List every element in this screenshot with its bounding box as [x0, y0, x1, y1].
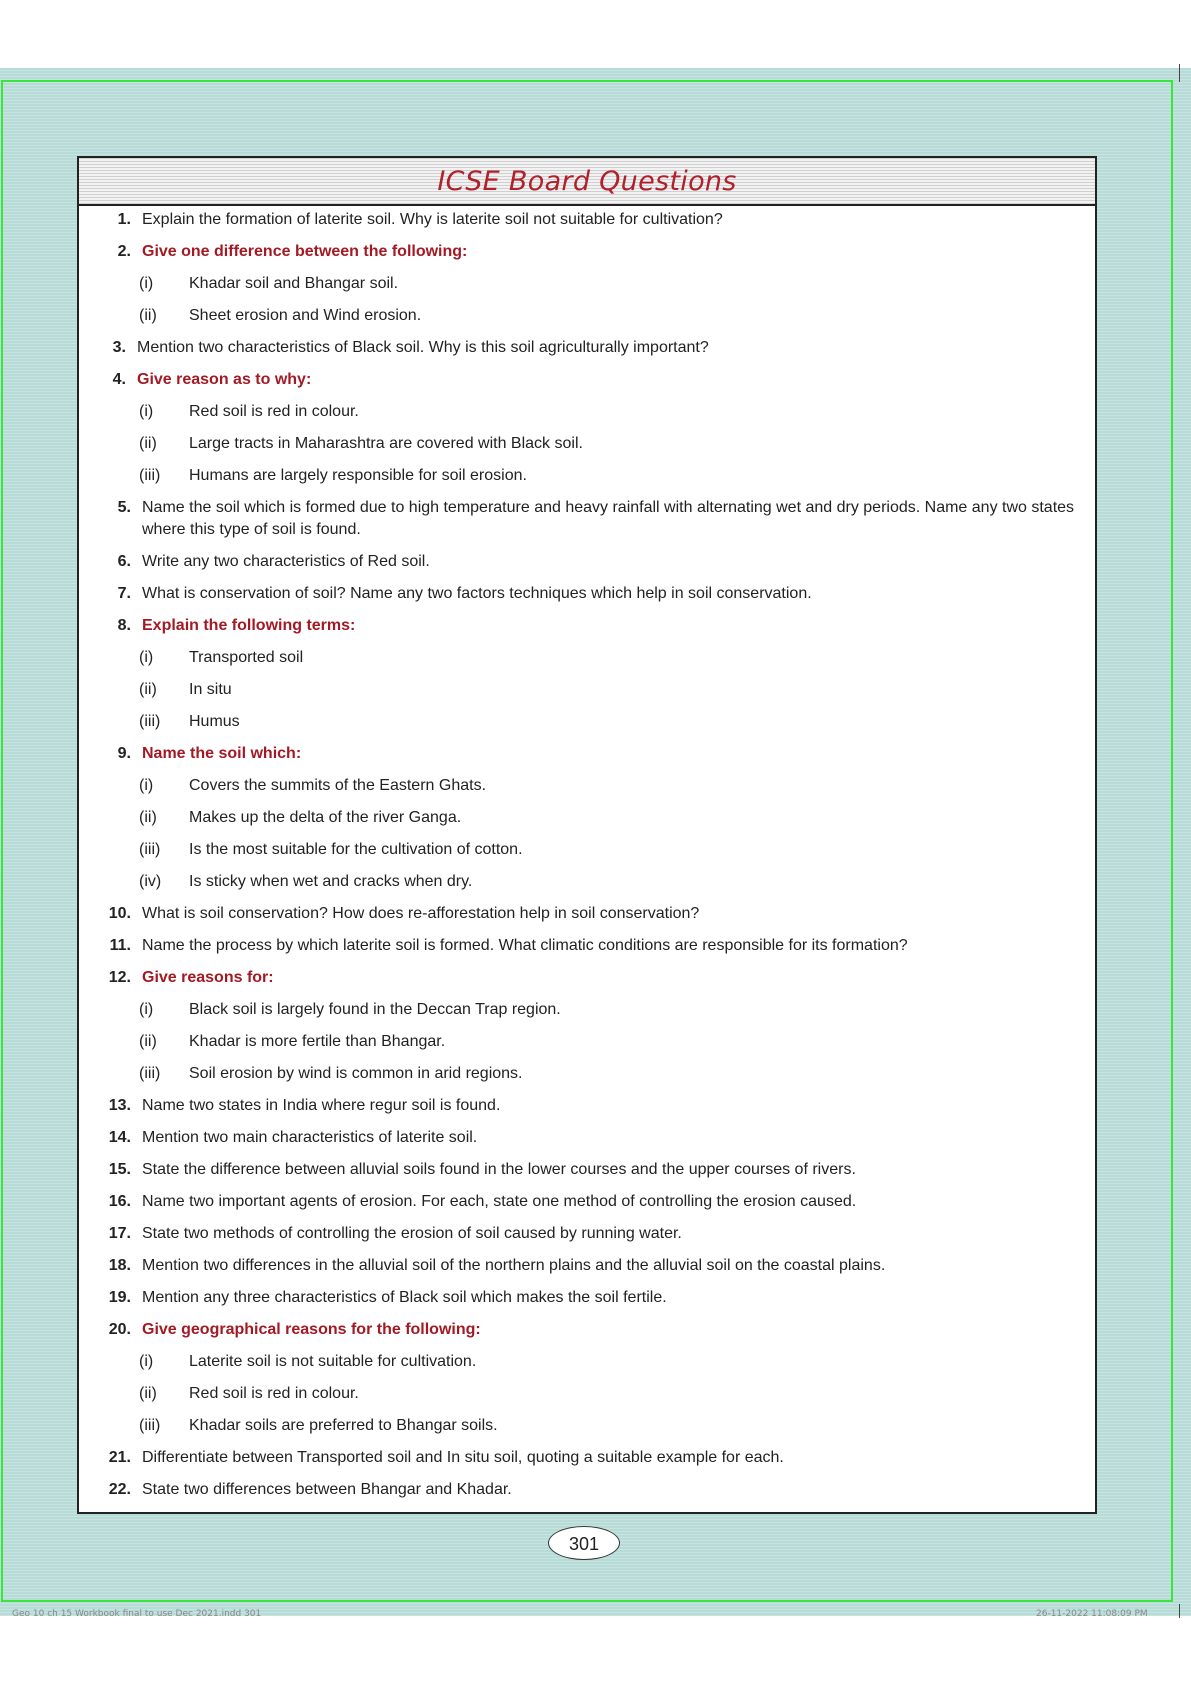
sub-question-text: Laterite soil is not suitable for cultivation.	[189, 1353, 477, 1370]
sub-question-number: (ii)	[139, 435, 157, 452]
sub-question-text: Soil erosion by wind is common in arid regions.	[189, 1065, 523, 1082]
sub-question-number: (i)	[139, 777, 154, 794]
sub-question-item	[79, 433, 1095, 455]
question-number: 7.	[117, 585, 131, 602]
question-number: 4.	[112, 371, 126, 388]
sub-question-text: Makes up the delta of the river Ganga.	[189, 809, 462, 826]
sub-question-item	[79, 1063, 1095, 1085]
sub-question-number: (iii)	[139, 1417, 161, 1434]
question-number: 14.	[108, 1129, 131, 1146]
sub-question-item	[79, 1383, 1095, 1405]
question-text: State two differences between Bhangar and Khadar.	[142, 1481, 512, 1498]
sub-question-text: Humans are largely responsible for soil erosion.	[189, 467, 527, 484]
page-number: 301	[548, 1526, 620, 1560]
question-number: 22.	[108, 1481, 131, 1498]
question-item	[79, 551, 1095, 573]
sub-question-item	[79, 1351, 1095, 1373]
question-list	[79, 206, 1095, 1511]
question-text: State two methods of controlling the erosion of soil caused by running water.	[142, 1225, 682, 1242]
question-text: State the difference between alluvial soils found in the lower courses and the upper courses of rivers.	[142, 1161, 856, 1178]
sub-question-text: Large tracts in Maharashtra are covered with Black soil.	[189, 435, 583, 452]
sub-question-text: Is sticky when wet and cracks when dry.	[189, 873, 473, 890]
question-item	[79, 337, 1095, 359]
question-text: Explain the formation of laterite soil. Why is laterite soil not suitable for cultivation?	[142, 211, 723, 228]
crop-mark-bottom-right	[1179, 1604, 1180, 1618]
sub-question-item	[79, 775, 1095, 797]
sub-question-item	[79, 999, 1095, 1021]
sub-question-item	[79, 273, 1095, 295]
footer-file-slug: Geo 10 ch 15 Workbook final to use Dec 2021.indd 301	[12, 1609, 262, 1619]
question-item	[79, 1159, 1095, 1181]
sub-question-item	[79, 679, 1095, 701]
sub-question-number: (ii)	[139, 307, 157, 324]
question-item	[79, 967, 1095, 989]
sub-question-number: (ii)	[139, 681, 157, 698]
question-item	[79, 583, 1095, 605]
sub-question-item	[79, 839, 1095, 861]
sub-question-item	[79, 807, 1095, 829]
sub-question-item	[79, 711, 1095, 733]
question-number: 17.	[108, 1225, 131, 1242]
sub-question-item	[79, 401, 1095, 423]
sub-question-text: Transported soil	[189, 649, 304, 666]
footer-timestamp: 26-11-2022 11:08:09 PM	[1036, 1609, 1148, 1619]
question-heading: Give reason as to why:	[137, 371, 312, 388]
question-heading: Name the soil which:	[142, 745, 302, 762]
question-item	[79, 497, 1095, 541]
question-number: 15.	[108, 1161, 131, 1178]
page-title: ICSE Board Questions	[437, 166, 737, 197]
question-heading: Give one difference between the following:	[142, 243, 468, 260]
sub-question-number: (i)	[139, 1001, 154, 1018]
sub-question-text: Khadar soil and Bhangar soil.	[189, 275, 399, 292]
question-number: 1.	[117, 211, 131, 228]
question-text: Name the soil which is formed due to high temperature and heavy rainfall with alternating wet and dry periods. Name any two states where this type of soil is found.	[142, 499, 1075, 538]
sub-question-item	[79, 465, 1095, 487]
question-text: Write any two characteristics of Red soil.	[142, 553, 430, 570]
question-text: What is soil conservation? How does re-afforestation help in soil conservation?	[142, 905, 700, 922]
questions-box	[77, 156, 1097, 1514]
sub-question-text: Covers the summits of the Eastern Ghats.	[189, 777, 487, 794]
question-heading: Explain the following terms:	[142, 617, 356, 634]
crop-mark-top-right	[1179, 64, 1180, 82]
question-number: 18.	[108, 1257, 131, 1274]
question-text: Name two important agents of erosion. For each, state one method of controlling the erosion caused.	[142, 1193, 857, 1210]
question-text: Name two states in India where regur soil is found.	[142, 1097, 501, 1114]
sub-question-item	[79, 871, 1095, 893]
sub-question-text: Sheet erosion and Wind erosion.	[189, 307, 422, 324]
question-heading: Give reasons for:	[142, 969, 274, 986]
question-item	[79, 1479, 1095, 1501]
question-number: 11.	[109, 937, 131, 954]
question-text: Mention any three characteristics of Black soil which makes the soil fertile.	[142, 1289, 667, 1306]
question-item	[79, 1255, 1095, 1277]
question-number: 21.	[108, 1449, 131, 1466]
question-item	[79, 935, 1095, 957]
question-text: Mention two main characteristics of laterite soil.	[142, 1129, 478, 1146]
sub-question-item	[79, 647, 1095, 669]
sub-question-number: (iii)	[139, 1065, 161, 1082]
sub-question-number: (i)	[139, 275, 154, 292]
question-text: Name the process by which laterite soil is formed. What climatic conditions are responsible for its formation?	[142, 937, 908, 954]
question-item	[79, 743, 1095, 765]
sub-question-item	[79, 1031, 1095, 1053]
question-number: 9.	[117, 745, 131, 762]
sub-question-number: (iv)	[139, 873, 162, 890]
sub-question-number: (i)	[139, 649, 154, 666]
question-item	[79, 1447, 1095, 1469]
question-number: 8.	[117, 617, 131, 634]
question-number: 10.	[108, 905, 131, 922]
question-number: 3.	[112, 339, 126, 356]
question-item	[79, 1223, 1095, 1245]
question-item	[79, 903, 1095, 925]
question-item	[79, 1191, 1095, 1213]
question-number: 6.	[117, 553, 131, 570]
question-number: 20.	[108, 1321, 131, 1338]
sub-question-text: In situ	[189, 681, 232, 698]
sub-question-number: (ii)	[139, 1385, 157, 1402]
sub-question-text: Is the most suitable for the cultivation of cotton.	[189, 841, 523, 858]
sub-question-text: Khadar is more fertile than Bhangar.	[189, 1033, 446, 1050]
sub-question-number: (i)	[139, 403, 154, 420]
question-item	[79, 369, 1095, 391]
question-item	[79, 1095, 1095, 1117]
question-text: Mention two characteristics of Black soil. Why is this soil agriculturally important?	[137, 339, 709, 356]
question-text: What is conservation of soil? Name any two factors techniques which help in soil conservation.	[142, 585, 812, 602]
question-text: Mention two differences in the alluvial soil of the northern plains and the alluvial soil on the coastal plains.	[142, 1257, 886, 1274]
sub-question-number: (ii)	[139, 1033, 157, 1050]
question-item	[79, 1319, 1095, 1341]
sub-question-text: Humus	[189, 713, 240, 730]
question-item	[79, 1127, 1095, 1149]
question-number: 13.	[108, 1097, 131, 1114]
sub-question-number: (iii)	[139, 713, 161, 730]
sub-question-item	[79, 305, 1095, 327]
title-bar	[79, 158, 1095, 206]
sub-question-text: Red soil is red in colour.	[189, 1385, 359, 1402]
question-item	[79, 241, 1095, 263]
question-number: 2.	[117, 243, 131, 260]
sub-question-number: (i)	[139, 1353, 154, 1370]
question-number: 16.	[108, 1193, 131, 1210]
sub-question-text: Red soil is red in colour.	[189, 403, 359, 420]
sub-question-text: Black soil is largely found in the Deccan Trap region.	[189, 1001, 561, 1018]
question-text: Differentiate between Transported soil and In situ soil, quoting a suitable example for each.	[142, 1449, 784, 1466]
sub-question-number: (iii)	[139, 841, 161, 858]
question-heading: Give geographical reasons for the following:	[142, 1321, 481, 1338]
question-number: 5.	[117, 499, 131, 516]
question-number: 19.	[108, 1289, 131, 1306]
sub-question-item	[79, 1415, 1095, 1437]
question-item	[79, 615, 1095, 637]
question-number: 12.	[108, 969, 131, 986]
question-item	[79, 209, 1095, 231]
sub-question-number: (iii)	[139, 467, 161, 484]
sub-question-number: (ii)	[139, 809, 157, 826]
sub-question-text: Khadar soils are preferred to Bhangar soils.	[189, 1417, 498, 1434]
question-item	[79, 1287, 1095, 1309]
